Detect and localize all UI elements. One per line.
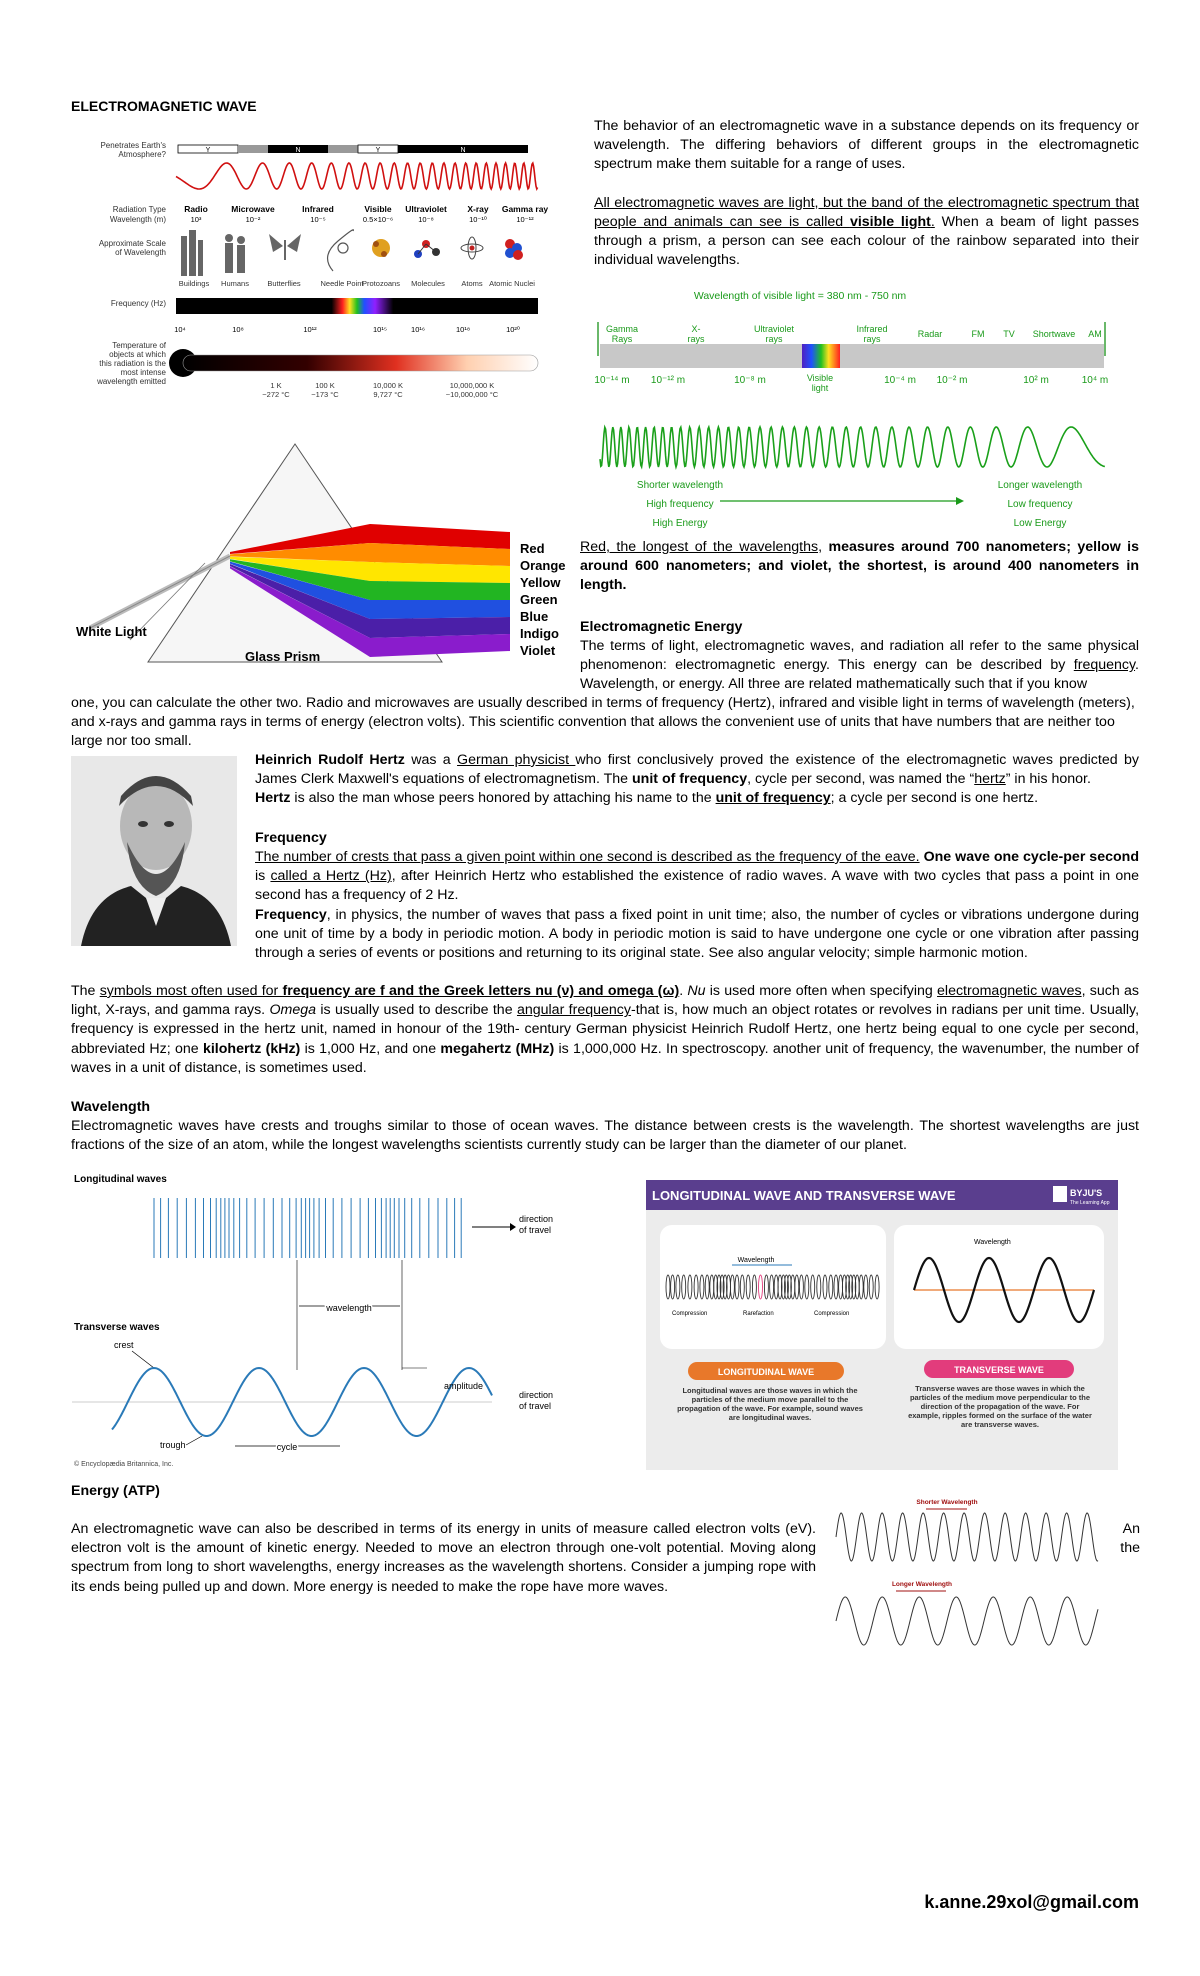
em-spectrum-figure (88, 136, 550, 408)
scale-object-label: Needle Point (320, 279, 364, 288)
page-title: ELECTROMAGNETIC WAVE (71, 98, 257, 114)
svg-text:of travel: of travel (519, 1401, 552, 1411)
band-label: X- (691, 324, 701, 334)
atm-flag: Y (205, 147, 211, 154)
wavelength-value: 10⁻² (245, 215, 261, 224)
temperature-kelvin: 10,000,000 K (449, 381, 495, 390)
left-scale-label: Shorter wavelength (636, 480, 724, 491)
frequency-link[interactable]: frequency (1073, 657, 1136, 674)
wavelength-label: wavelength (326, 1303, 372, 1313)
frequency-tick: 10²⁰ (506, 325, 520, 334)
svg-text:direction: direction (519, 1214, 554, 1224)
scale-label: 10² m (1023, 375, 1049, 386)
frequency-tick: 10¹⁸ (455, 325, 471, 334)
band-label: Radar (917, 329, 943, 339)
em-energy-continued: one, you can calculate the other two. Radio and microwaves are usually described in terms of frequency (Hertz), infrared and visible light in terms of wavelength (meters), and x-rays and gamma rays in terms of energy (electron volts). This scientific convention that allows the convenient use of units that have numbers that are neither too large nor too small. (71, 695, 1135, 750)
right-scale-label: Low frequency (1007, 499, 1073, 510)
atp-heading: Energy (ATP) (71, 1483, 160, 1499)
svg-text:direction: direction (519, 1390, 554, 1400)
britannica-credit: © Encyclopædia Britannica, Inc. (74, 1461, 174, 1468)
spectrum-color-label: Blue (520, 609, 549, 624)
frequency-tick: 10¹⁵ (373, 325, 387, 334)
band-label: AM (1088, 329, 1102, 339)
temperature-kelvin: 1 K (270, 381, 282, 390)
frequency-tick: 10¹² (303, 325, 317, 334)
svg-text:Approximate Scale: Approximate Scale (98, 239, 166, 248)
band-label: Ultraviolet (753, 324, 795, 334)
crest-label: crest (114, 1340, 134, 1350)
band-label: Infrared (856, 324, 888, 334)
scale-object-label: Atoms (461, 279, 483, 288)
radiation-type-label: Radio (184, 204, 208, 214)
frequency-tick: 10⁸ (232, 325, 244, 334)
svg-text:of Wavelength: of Wavelength (115, 248, 166, 257)
amplitude-label: amplitude (444, 1381, 484, 1391)
intro-paragraph-2: All electromagnetic waves are light, but the band of the electromagnetic spectrum that people and animals can see is called visible light. When a beam of light passes through a prism, a person can see each colour of the rainbow separated into their individual wavelengths. (594, 194, 1139, 269)
temperature-celsius: −272 °C (262, 390, 290, 399)
intro-paragraph-1: The behavior of an electromagnetic wave in a substance depends on its frequency or wavelength. The differing behaviors of different groups in the electromagnetic spectrum make them suitable for a range of uses. (594, 118, 1139, 173)
german-physicist-link[interactable]: German physicist (457, 752, 576, 768)
band-label: Shortwave (1032, 329, 1076, 339)
svg-text:Compression: Compression (672, 1311, 708, 1317)
band-label: TV (1003, 329, 1015, 339)
spectrum-color-label: Orange (520, 558, 566, 573)
intro-text (594, 117, 1139, 270)
band-label: rays (863, 334, 881, 344)
scale-object-label: Humans (221, 279, 249, 288)
longitudinal-description: Longitudinal waves are those waves in which the particles of the medium move parallel to the propagation of the wave. For example, sound waves are longitudinal waves. (677, 1386, 863, 1422)
transverse-description: Transverse waves are those waves in which the particles of the medium move perpendicular to the direction of the propagation of the wave. For example, ripples formed on the surface of the water are transverse waves. (908, 1384, 1092, 1429)
wavelength-heading: Wavelength (71, 1099, 151, 1115)
visible-light-figure (590, 282, 1115, 534)
radiation-type-label: Gamma ray (501, 204, 549, 214)
visible-light-title: Wavelength of visible light = 380 nm - 750 nm (693, 290, 907, 302)
svg-text:Temperature of: Temperature of (112, 341, 166, 350)
red-wave-line (176, 163, 538, 189)
svg-text:Rarefaction: Rarefaction (743, 1311, 774, 1317)
scale-label: 10⁻² m (936, 375, 968, 386)
temperature-kelvin: 10,000 K (372, 381, 404, 390)
scale-object-label: Buildings (178, 279, 210, 288)
byjus-figure (646, 1180, 1118, 1470)
transverse-label: Transverse waves (74, 1322, 160, 1333)
wavelength-value: 10⁻¹² (516, 215, 534, 224)
red-wavelength-paragraph: Red, the longest of the wavelengths, measures around 700 nanometers; yellow is around 600 nanometers; and violet, the shortest, is around 400 nanometers in length. (580, 539, 1140, 594)
penetrates-label: Penetrates Earth's (100, 141, 166, 150)
spectrum-color-label: Green (520, 592, 558, 607)
svg-text:Wavelength: Wavelength (974, 1239, 1011, 1246)
scale-object-label: Molecules (411, 279, 445, 288)
symbols-paragraph: The symbols most often used for frequency are f and the Greek letters nu (ν) and omega (ω). Nu is used more often when specifying electromagnetic waves, such as light, X-rays, and gamma rays. Omega is usually used to describe the angular frequency-that is, how much an object rotates or revolves in radians per unit time. Usually, frequency is expressed in the hertz unit, named in honour of the 19th- century German physicist Heinrich Rudolf Hertz, one hertz being equal to one cycle per second, abbreviated Hz; one kilohertz (kHz) is 1,000 Hz, and one megahertz (MHz) is 1,000,000 Hz. In spectroscopy. another unit of frequency, the wavenumber, the number of waves in a unit of distance, is sometimes used. (71, 983, 1140, 1076)
wavelength-value: 0.5×10⁻⁶ (362, 215, 394, 224)
green-wave-line (600, 427, 1105, 467)
svg-text:The Learning App: The Learning App (1070, 1200, 1110, 1206)
right-scale-label: Low Energy (1013, 518, 1067, 529)
temperature-celsius: ~10,000,000 °C (445, 390, 499, 399)
wavelength-value: 10⁻⁸ (418, 215, 434, 224)
frequency-text: The number of crests that pass a given point within one second is described as the frequency of the eave. One wave one cycle-per second is called a Hertz (Hz), after Heinrich Hertz who established the existence of radio waves. A wave with two cycles that pass a point in one second has a frequency of 2 Hz. Frequency, in physics, the number of waves that pass a fixed point in unit time; also, the number of cycles or vibrations undergone during one unit of time by a body in periodic motion. A body in periodic motion is said to have undergone one cycle or one vibration after passing through a series of events or positions and returning to its original state. See also angular velocity; simple harmonic motion. (255, 849, 1139, 962)
longitudinal-badge: LONGITUDINAL WAVE (717, 1367, 815, 1377)
radiation-type-label: Microwave (231, 204, 275, 214)
temperature-celsius: 9,727 °C (373, 390, 403, 399)
prism-figure (70, 440, 570, 672)
atm-flag: N (460, 147, 466, 154)
left-scale-label: High frequency (646, 499, 714, 510)
longitudinal-transverse-figure (72, 1170, 564, 1470)
svg-text:objects at which: objects at which (109, 350, 166, 359)
scale-object-label: Butterflies (267, 279, 301, 288)
band-label: rays (765, 334, 783, 344)
radiation-type-label: Visible (364, 204, 392, 214)
shorter-wavelength-label: Shorter Wavelength (916, 1499, 978, 1506)
spectrum-color-label: Violet (520, 643, 556, 658)
right-scale-label: Longer wavelength (997, 480, 1083, 491)
frequency-tick: 10⁴ (174, 325, 186, 334)
radiation-type-label: X-ray (467, 204, 489, 214)
svg-text:Wavelength (m): Wavelength (m) (109, 215, 166, 224)
em-energy-text: The terms of light, electromagnetic waves, and radiation all refer to the same physical phenomenon: electromagnetic energy. This energy can be described by frequency. Wavelength, or energy. All three are related mathematically such that if you know (580, 638, 1139, 693)
short-long-wavelength-figure (832, 1495, 1102, 1653)
white-light-label: White Light (76, 624, 147, 639)
spectrum-color-label: Indigo (520, 626, 559, 641)
svg-text:Frequency (Hz): Frequency (Hz) (110, 299, 166, 308)
svg-text:most intense: most intense (120, 368, 166, 377)
atm-flag: Y (375, 147, 381, 154)
temperature-kelvin: 100 K (315, 381, 335, 390)
svg-text:Compression: Compression (814, 1311, 850, 1317)
scale-object-label: Protozoans (362, 279, 400, 288)
frequency-tick: 10¹⁶ (411, 325, 425, 334)
scale-object-label: Atomic Nuclei (489, 279, 535, 288)
temperature-celsius: −173 °C (311, 390, 339, 399)
svg-text:Radiation Type: Radiation Type (112, 205, 166, 214)
scale-label: Visible (806, 373, 834, 383)
atp-side-text: An the (1120, 1521, 1140, 1557)
wavelength-value: 10⁻¹⁰ (469, 215, 487, 224)
svg-text:Wavelength: Wavelength (737, 1257, 775, 1264)
scale-label: 10⁻⁸ m (734, 375, 766, 386)
svg-text:Atmosphere?: Atmosphere? (118, 150, 166, 159)
svg-text:of travel: of travel (519, 1225, 552, 1235)
svg-text:wavelength emitted: wavelength emitted (97, 377, 166, 386)
transverse-badge: TRANSVERSE WAVE (954, 1365, 1044, 1375)
band-label: FM (971, 329, 985, 339)
band-label: rays (687, 334, 705, 344)
svg-text:this radiation is the: this radiation is the (99, 359, 166, 368)
byjus-title: LONGITUDINAL WAVE AND TRANSVERSE WAVE (652, 1188, 956, 1203)
footer-email[interactable]: k.anne.29xol@gmail.com (924, 1892, 1139, 1912)
band-label: Gamma (605, 324, 639, 334)
scale-label: light (811, 383, 829, 393)
byjus-logo: BYJU'S (1070, 1188, 1103, 1198)
cycle-label: cycle (276, 1442, 298, 1452)
longitudinal-label: Longitudinal waves (74, 1174, 167, 1185)
wavelength-value: 10³ (190, 215, 202, 224)
wavelength-value: 10⁻⁵ (310, 215, 326, 224)
spectrum-color-label: Yellow (520, 575, 561, 590)
radiation-type-label: Ultraviolet (405, 204, 447, 214)
longer-wavelength-label: Longer Wavelength (891, 1581, 953, 1588)
hertz-portrait (71, 756, 237, 946)
wavelength-text: Electromagnetic waves have crests and troughs similar to those of ocean waves. The distance between crests is the wavelength. The shortest wavelengths are just fractions of the size of an atom, while the longest wavelengths scientists currently study can be larger than the diameter of our planet. (71, 1118, 1139, 1154)
scale-label: 10⁻¹⁴ m (594, 375, 630, 386)
scale-label: 10⁴ m (1081, 375, 1109, 386)
atm-flag: N (295, 147, 301, 154)
spectrum-color-label: Red (520, 541, 545, 556)
radiation-type-label: Infrared (302, 204, 334, 214)
em-energy-heading: Electromagnetic Energy (580, 619, 743, 635)
band-label: Rays (611, 334, 633, 344)
trough-label: trough (160, 1440, 186, 1450)
scale-label: 10⁻⁴ m (884, 375, 916, 386)
glass-prism-label: Glass Prism (245, 649, 321, 664)
left-scale-label: High Energy (652, 518, 708, 529)
atp-text: An electromagnetic wave can also be described in terms of its energy in units of measure called electron volts (eV). electron volt is the amount of kinetic energy. Needed to move an electron through one-volt potential. Moving along spectrum from long to short wavelengths, energy increases as the wavelength shortens. Consider a jumping rope with its ends being pulled up and down. More energy is needed to make the rope have more waves. (71, 1521, 816, 1595)
scale-label: 10⁻¹² m (650, 375, 686, 386)
frequency-heading: Frequency (255, 830, 327, 846)
hertz-paragraph: Heinrich Rudolf Hertz was a German physicist who first conclusively proved the existence of the electromagnetic waves predicted by James Clerk Maxwell's equations of electromagnetism. The unit of frequency, cycle per second, was named the “hertz” in his honor. Hertz is also the man whose peers honored by attaching his name to the unit of frequency; a cycle per second is one hertz. (255, 752, 1139, 807)
